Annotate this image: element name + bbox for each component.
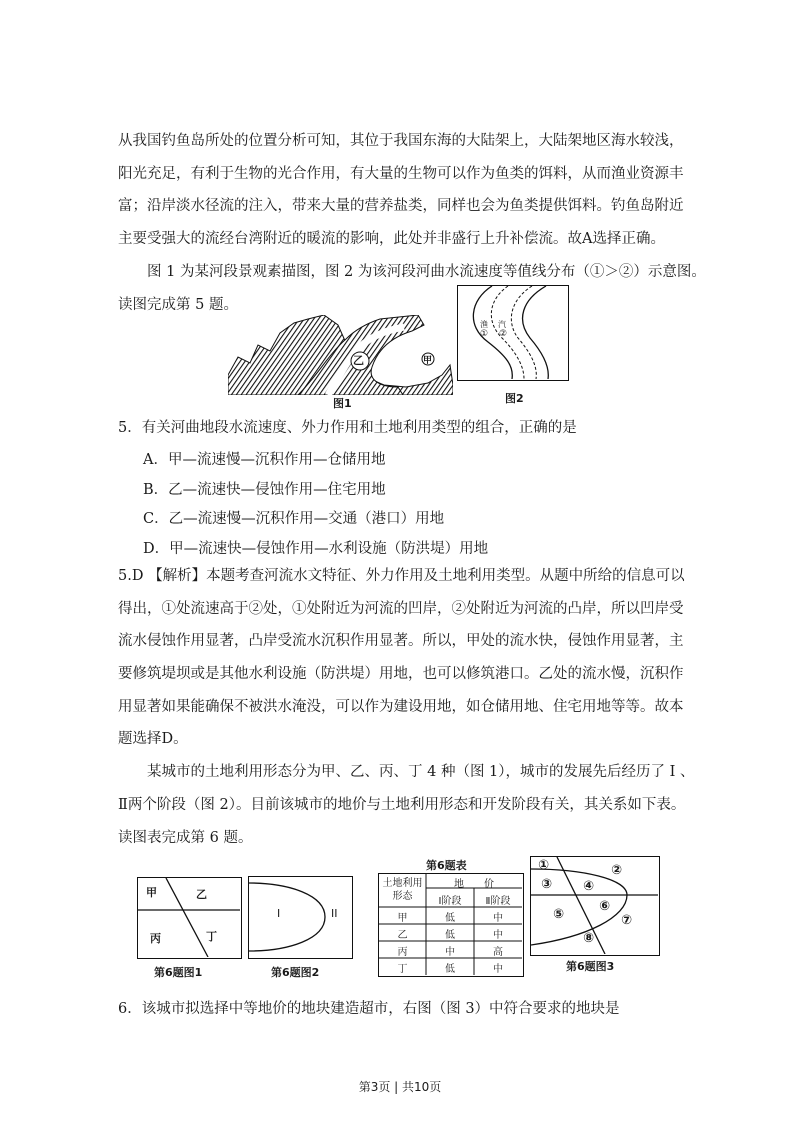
plot-7: ⑦: [621, 913, 633, 928]
stage-1-label: I: [277, 907, 281, 920]
para-3-line-3: 读图表完成第 6 题。: [118, 830, 253, 846]
para-1-line-2: 阳光充足，有利于生物的光合作用，有大量的生物可以作为鱼类的饵料，从而渔业资源丰: [118, 166, 684, 182]
para-3-line-1: 某城市的土地利用形态分为甲、乙、丙、丁 4 种（图 1），城市的发展先后经历了 Ⅰ 、: [147, 764, 695, 780]
river-fig1-caption: 图1: [333, 397, 352, 410]
plot-2: ②: [611, 863, 623, 878]
row-2-form: 乙: [397, 930, 408, 941]
stage-2-label: II: [331, 907, 338, 920]
page-footer: 第3页 | 共10页: [358, 1080, 442, 1094]
para-1-line-4: 主要受强大的流经台湾附近的暖流的影响，此处并非盛行上升补偿流。故A选择正确。: [118, 231, 665, 247]
question-5: 5．有关河曲地段水流速度、外力作用和土地利用类型的组合，正确的是: [118, 420, 577, 436]
para-1-line-3: 富；沿岸淡水径流的注入，带来大量的营养盐类，同样也会为鱼类提供饵料。钓鱼岛附近: [118, 198, 684, 214]
para-2-line-1: 图 1 为某河段景观素描图，图 2 为该河段河曲水流速度等值线分布（①＞②）示意图。: [147, 264, 706, 280]
label-yu: 渔: [480, 320, 488, 329]
label-circle-1: ①: [480, 329, 489, 339]
city-fig2-caption: 第6题图2: [271, 966, 320, 979]
row-3-form: 丙: [397, 947, 408, 958]
plot-5: ⑤: [553, 907, 565, 922]
city-fig1-jia: 甲: [146, 886, 157, 899]
plot-6: ⑥: [599, 899, 611, 914]
city-stage-figure: [248, 876, 353, 959]
row-1-s1: 低: [445, 913, 455, 924]
row-4-form: 丁: [397, 964, 408, 975]
river-fig2-caption: 图2: [505, 392, 524, 405]
th-land-price: 地 价: [454, 879, 494, 890]
city-fig1-caption: 第6题图1: [154, 966, 203, 979]
answer-5-line-2: 得出，①处流速高于②处，①处附近为河流的凹岸，②处附近为河流的凸岸，所以凹岸受: [118, 601, 684, 617]
row-1-s2: 中: [493, 913, 503, 924]
row-4-s2: 中: [493, 964, 503, 975]
para-3-line-2: Ⅱ两个阶段（图 2）。目前该城市的地价与土地利用形态和开发阶段有关，其关系如下表。: [118, 797, 686, 813]
plot-1: ①: [538, 858, 550, 873]
label-circle-2: ②: [499, 329, 508, 339]
city-plots-figure: [530, 856, 660, 956]
th-landuse-form: 土地利用形态: [382, 878, 423, 902]
q5-option-a: A．甲—流速慢—沉积作用—仓储用地: [143, 452, 386, 468]
river-sketch-figure: [228, 315, 453, 395]
row-3-s1: 中: [445, 947, 455, 958]
answer-5-line-1: 5.D 【解析】本题考查河流水文特征、外力作用及土地利用类型。从题中所给的信息可以: [118, 568, 685, 584]
answer-5-line-6: 题选择D。: [118, 731, 188, 747]
th-stage-1: Ⅰ阶段: [438, 896, 462, 907]
answer-5-line-5: 用显著如果能确保不被洪水淹没，可以作为建设用地，如仓储用地、住宅用地等等。故本: [118, 699, 684, 715]
row-4-s1: 低: [445, 964, 455, 975]
row-3-s2: 高: [493, 947, 503, 958]
answer-5-line-4: 要修筑堤坝或是其他水利设施（防洪堤）用地，也可以修筑港口。乙处的流水慢，沉积作: [118, 666, 684, 682]
row-2-s2: 中: [493, 930, 503, 941]
plot-4: ④: [583, 879, 595, 894]
row-1-form: 甲: [397, 913, 408, 924]
question-6: 6．该城市拟选择中等地价的地块建造超市，右图（图 3）中符合要求的地块是: [118, 1001, 620, 1017]
q5-option-d: D．甲—流速快—侵蚀作用—水利设施（防洪堤）用地: [143, 541, 489, 557]
city-fig1-bing: 丙: [150, 932, 161, 945]
price-table: [378, 873, 524, 977]
city-fig3-caption: 第6题图3: [566, 960, 615, 973]
q5-option-c: C．乙—流速慢—沉积作用—交通（港口）用地: [143, 511, 445, 527]
para-1-line-1: 从我国钓鱼岛所处的位置分析可知，其位于我国东海的大陆架上，大陆架地区海水较浅，: [118, 133, 684, 149]
plot-8: ⑧: [583, 931, 595, 946]
answer-5-line-3: 流水侵蚀作用显著，凸岸受流水沉积作用显著。所以，甲处的流水快，侵蚀作用显著，主: [118, 633, 684, 649]
city-fig1-ding: 丁: [206, 930, 217, 943]
label-yi: 乙: [353, 354, 364, 367]
row-2-s1: 低: [445, 930, 455, 941]
city-fig1-yi: 乙: [196, 888, 207, 901]
q5-option-b: B．乙—流速快—侵蚀作用—住宅用地: [143, 482, 386, 498]
plot-3: ③: [541, 877, 553, 892]
th-stage-2: Ⅱ阶段: [485, 896, 511, 907]
label-qi: 汽: [498, 320, 506, 329]
price-table-title: 第6题表: [426, 859, 467, 872]
city-landuse-figure: [137, 877, 242, 959]
label-jia: 甲: [423, 356, 433, 366]
para-2-line-2: 读图完成第 5 题。: [118, 297, 238, 313]
river-velocity-figure: [457, 285, 569, 381]
